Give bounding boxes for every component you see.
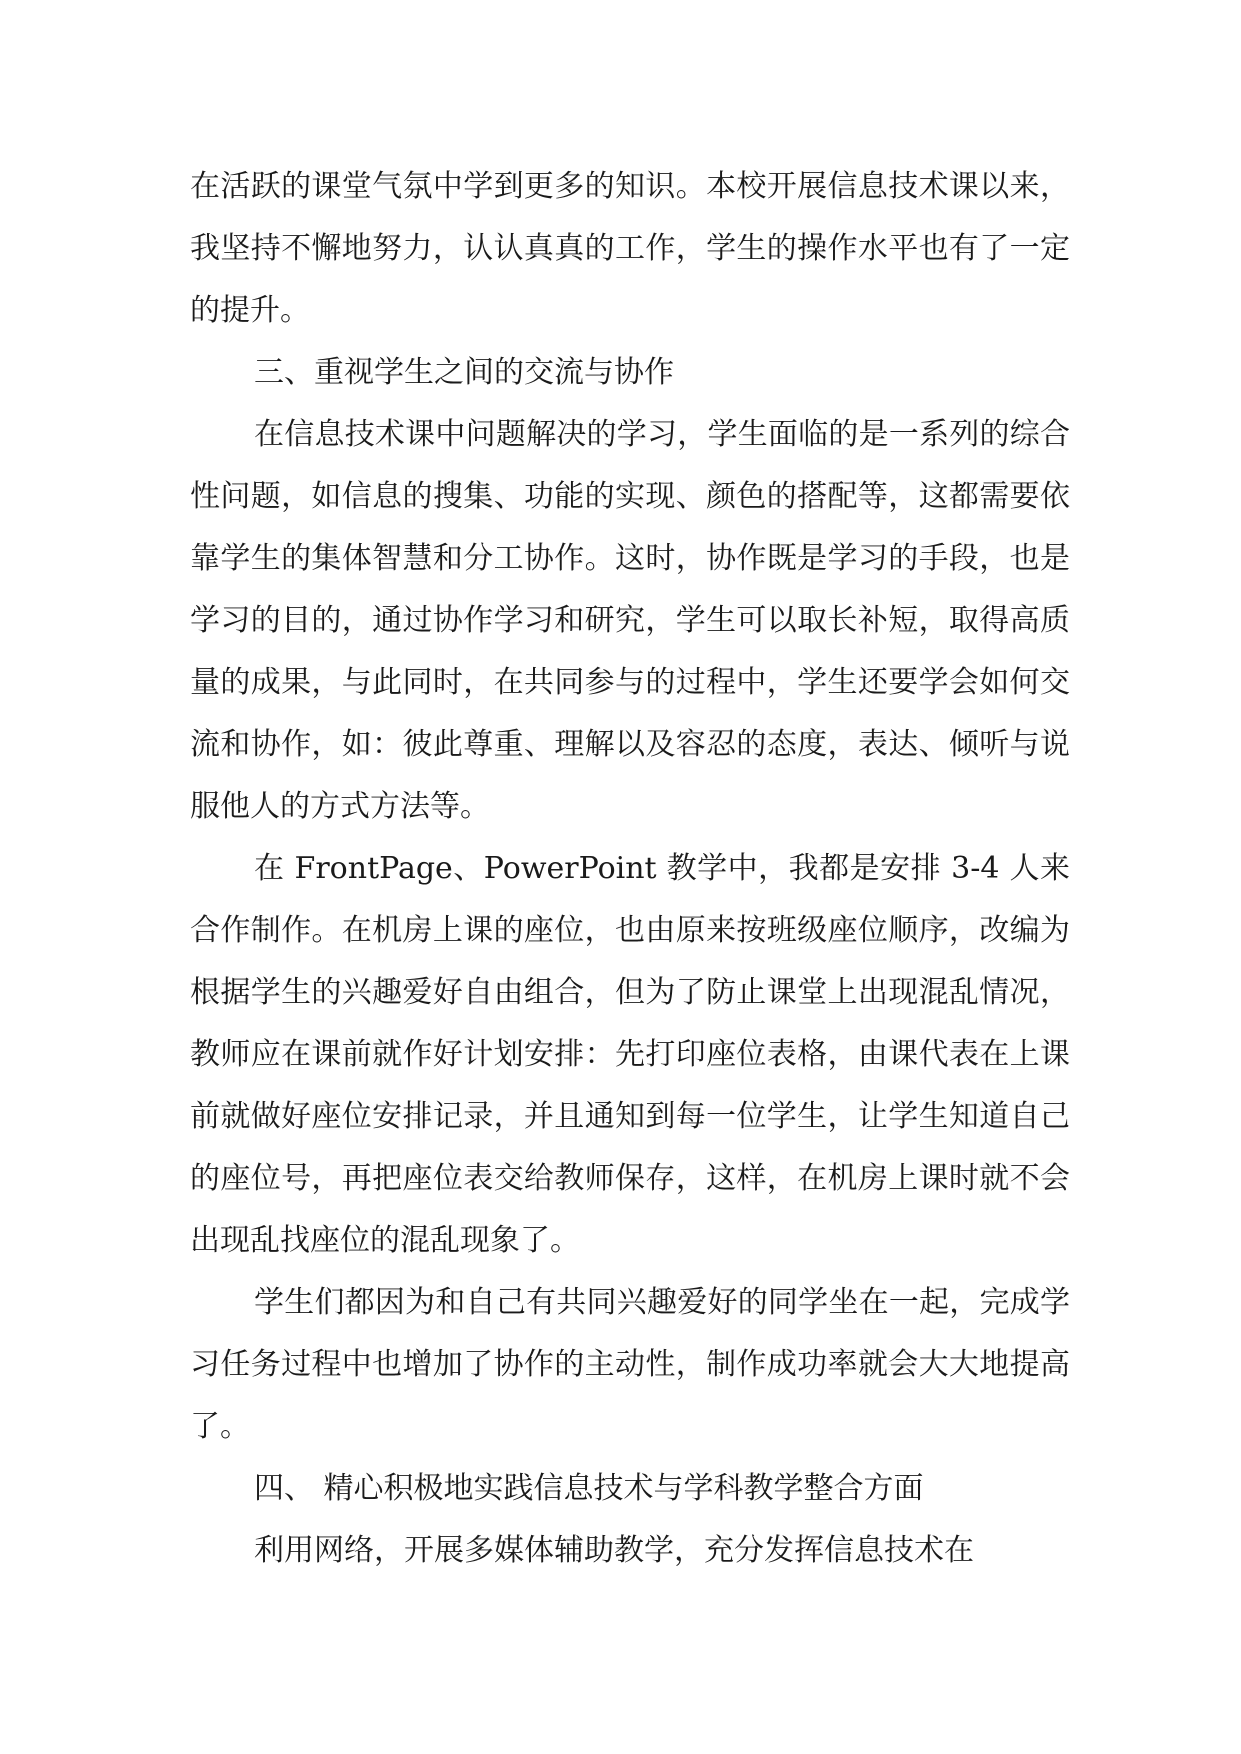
paragraph-outcome: 学生们都因为和自己有共同兴趣爱好的同学坐在一起，完成学习任务过程中也增加了协作的主动性，制作成功率就会大大地提高了。: [190, 1285, 1070, 1444]
paragraph-collaboration: 在信息技术课中问题解决的学习，学生面临的是一系列的综合性问题，如信息的搜集、功能的实现、颜色的搭配等，这都需要依靠学生的集体智慧和分工协作。这时，协作既是学习的手段，也是学习的目的，通过协作学习和研究，学生可以取长补短，取得高质量的成果，与此同时，在共同参与的过程中，学生还要学会如何交流和协作，如：彼此尊重、理解以及容忍的态度，表达、倾听与说服他人的方式方法等。: [190, 417, 1070, 824]
document-body: [190, 156, 1070, 1582]
section-heading-4: 四、 精心积极地实践信息技术与学科教学整合方面: [254, 1471, 924, 1506]
paragraph-seating: 在 FrontPage、PowerPoint 教学中，我都是安排 3-4 人来合作制作。在机房上课的座位，也由原来按班级座位顺序，改编为根据学生的兴趣爱好自由组合，但为了防止课堂上出现混乱情况，教师应在课前就作好计划安排：先打印座位表格，由课代表在上课前就做好座位安排记录，并且通知到每一位学生，让学生知道自己的座位号，再把座位表交给教师保存，这样，在机房上课时就不会出现乱找座位的混乱现象了。: [190, 851, 1070, 1258]
paragraph-continuation: 在活跃的课堂气氛中学到更多的知识。本校开展信息技术课以来，我坚持不懈地努力，认认真真的工作，学生的操作水平也有了一定的提升。: [190, 169, 1070, 328]
section-heading-3: 三、重视学生之间的交流与协作: [254, 355, 674, 390]
paragraph-network: 利用网络，开展多媒体辅助教学，充分发挥信息技术在: [254, 1533, 974, 1568]
